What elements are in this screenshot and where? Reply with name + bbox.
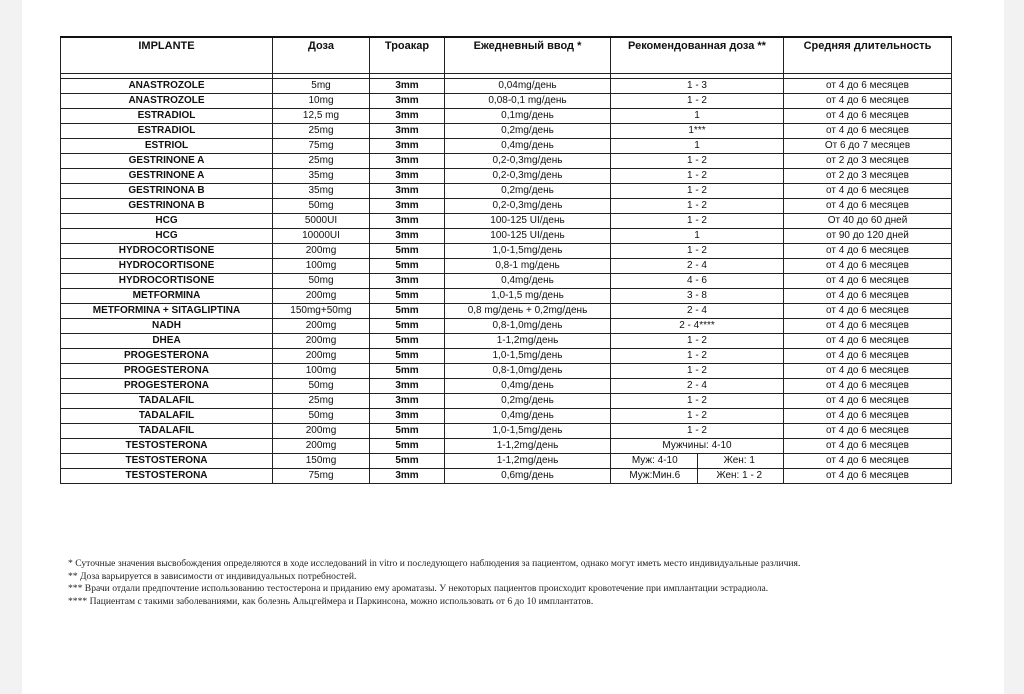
cell-trocar: 5mm [370, 349, 445, 364]
cell-dose: 25mg [273, 394, 370, 409]
cell-trocar: 3mm [370, 214, 445, 229]
cell-implant: HCG [61, 214, 273, 229]
cell-dose: 35mg [273, 169, 370, 184]
cell-recommended [611, 469, 784, 484]
cell-daily: 100-125 UI/день [445, 229, 611, 244]
cell-duration: от 2 до 3 месяцев [784, 154, 952, 169]
cell-dose: 100mg [273, 364, 370, 379]
cell-recommended: 3 - 8 [611, 289, 784, 304]
cell-duration: от 4 до 6 месяцев [784, 469, 952, 484]
cell-dose: 200mg [273, 424, 370, 439]
table-row [61, 259, 952, 274]
cell-implant: DHEA [61, 334, 273, 349]
cell-duration: от 4 до 6 месяцев [784, 334, 952, 349]
cell-trocar: 3mm [370, 394, 445, 409]
table-row [61, 154, 952, 169]
cell-recommended: 1 - 3 [611, 79, 784, 94]
cell-trocar: 3mm [370, 154, 445, 169]
cell-dose: 200mg [273, 289, 370, 304]
cell-trocar: 3mm [370, 184, 445, 199]
cell-duration: от 4 до 6 месяцев [784, 409, 952, 424]
cell-dose: 50mg [273, 409, 370, 424]
cell-implant: GESTRINONA B [61, 184, 273, 199]
table-row [61, 304, 952, 319]
cell-daily: 0,2-0,3mg/день [445, 169, 611, 184]
cell-recommended [611, 454, 784, 469]
cell-implant: PROGESTERONA [61, 349, 273, 364]
cell-dose: 200mg [273, 439, 370, 454]
table-row [61, 469, 952, 484]
cell-dose: 200mg [273, 349, 370, 364]
header-implant: IMPLANTE [61, 37, 273, 74]
cell-implant: HYDROCORTISONE [61, 259, 273, 274]
table-row [61, 319, 952, 334]
cell-dose: 5000UI [273, 214, 370, 229]
table-row [61, 79, 952, 94]
cell-duration: от 4 до 6 месяцев [784, 304, 952, 319]
table-row [61, 334, 952, 349]
cell-daily: 1-1,2mg/день [445, 454, 611, 469]
cell-daily: 0,6mg/день [445, 469, 611, 484]
cell-dose: 10000UI [273, 229, 370, 244]
cell-daily: 0,8-1,0mg/день [445, 319, 611, 334]
cell-trocar: 3mm [370, 379, 445, 394]
cell-duration: От 40 до 60 дней [784, 214, 952, 229]
cell-daily: 0,8 mg/день + 0,2mg/день [445, 304, 611, 319]
footnote-3: *** Врачи отдали предпочтение использованию тестостерона и приданию ему ароматазы. У некоторых пациентов происходит кровотечение при имплантации эстрадиола. [68, 583, 769, 594]
cell-daily: 1-1,2mg/день [445, 439, 611, 454]
cell-implant: TADALAFIL [61, 424, 273, 439]
cell-trocar: 3mm [370, 79, 445, 94]
cell-duration: от 2 до 3 месяцев [784, 169, 952, 184]
cell-recommended: 1 [611, 229, 784, 244]
cell-duration: от 4 до 6 месяцев [784, 274, 952, 289]
cell-implant: ESTRADIOL [61, 124, 273, 139]
cell-dose: 150mg [273, 454, 370, 469]
cell-daily: 1-1,2mg/день [445, 334, 611, 349]
table-row [61, 124, 952, 139]
cell-recommended-women: Жен: 1 - 2 [697, 469, 782, 483]
cell-implant: METFORMINA + SITAGLIPTINA [61, 304, 273, 319]
cell-trocar: 5mm [370, 334, 445, 349]
cell-daily: 0,1mg/день [445, 109, 611, 124]
table-row [61, 379, 952, 394]
cell-daily: 1,0-1,5mg/день [445, 349, 611, 364]
cell-daily: 1,0-1,5mg/день [445, 424, 611, 439]
table-row [61, 364, 952, 379]
cell-recommended: 1 - 2 [611, 214, 784, 229]
cell-trocar: 5mm [370, 304, 445, 319]
cell-recommended: 1 - 2 [611, 334, 784, 349]
cell-duration: от 4 до 6 месяцев [784, 319, 952, 334]
cell-implant: TESTOSTERONA [61, 469, 273, 484]
cell-recommended-women: Жен: 1 [697, 454, 782, 468]
cell-recommended: 1 - 2 [611, 184, 784, 199]
cell-duration: от 4 до 6 месяцев [784, 199, 952, 214]
footnote-1: * Суточные значения высвобождения определяются в ходе исследований in vitro и последующего наблюдения за пациентом, однако могут иметь место индивидуальные различия. [68, 558, 801, 569]
cell-recommended: Мужчины: 4-10 [611, 439, 784, 454]
cell-daily: 0,04mg/день [445, 79, 611, 94]
header-row [61, 37, 952, 74]
cell-dose: 50mg [273, 379, 370, 394]
table-row [61, 244, 952, 259]
table-row [61, 274, 952, 289]
cell-trocar: 3mm [370, 274, 445, 289]
cell-implant: METFORMINA [61, 289, 273, 304]
cell-duration: от 4 до 6 месяцев [784, 439, 952, 454]
cell-implant: GESTRINONE A [61, 169, 273, 184]
cell-duration: от 4 до 6 месяцев [784, 379, 952, 394]
table-row [61, 139, 952, 154]
cell-trocar: 3mm [370, 169, 445, 184]
cell-recommended: 1 - 2 [611, 169, 784, 184]
cell-trocar: 3mm [370, 94, 445, 109]
cell-duration: от 4 до 6 месяцев [784, 364, 952, 379]
cell-implant: HCG [61, 229, 273, 244]
cell-implant: HYDROCORTISONE [61, 274, 273, 289]
cell-dose: 35mg [273, 184, 370, 199]
cell-recommended: 4 - 6 [611, 274, 784, 289]
cell-daily: 0,2mg/день [445, 124, 611, 139]
cell-duration: от 4 до 6 месяцев [784, 454, 952, 469]
cell-trocar: 5mm [370, 439, 445, 454]
table-row [61, 439, 952, 454]
cell-duration: от 4 до 6 месяцев [784, 94, 952, 109]
cell-trocar: 5mm [370, 364, 445, 379]
cell-implant: PROGESTERONA [61, 379, 273, 394]
cell-implant: GESTRINONE A [61, 154, 273, 169]
table-row [61, 94, 952, 109]
table-body [61, 74, 952, 484]
cell-daily: 0,4mg/день [445, 379, 611, 394]
cell-implant: ANASTROZOLE [61, 94, 273, 109]
cell-trocar: 3mm [370, 229, 445, 244]
cell-recommended: 2 - 4**** [611, 319, 784, 334]
cell-implant: ESTRADIOL [61, 109, 273, 124]
footnote-4: **** Пациентам с такими заболеваниями, как болезнь Альцгеймера и Паркинсона, можно использовать от 6 до 10 имплантатов. [68, 595, 594, 607]
cell-daily: 1,0-1,5 mg/день [445, 289, 611, 304]
cell-duration: От 6 до 7 месяцев [784, 139, 952, 154]
document-page [22, 0, 1004, 694]
cell-duration: от 90 до 120 дней [784, 229, 952, 244]
cell-recommended: 1 - 2 [611, 409, 784, 424]
table-row [61, 394, 952, 409]
cell-dose: 5mg [273, 79, 370, 94]
footnotes [68, 558, 988, 608]
cell-trocar: 5mm [370, 319, 445, 334]
cell-duration: от 4 до 6 месяцев [784, 79, 952, 94]
table-row [61, 289, 952, 304]
cell-implant: ESTRIOL [61, 139, 273, 154]
header-daily: Ежедневный ввод * [445, 37, 611, 74]
table-row [61, 184, 952, 199]
cell-recommended: 1 - 2 [611, 349, 784, 364]
cell-recommended: 1*** [611, 124, 784, 139]
cell-recommended: 1 - 2 [611, 94, 784, 109]
cell-implant: TADALAFIL [61, 394, 273, 409]
cell-daily: 0,08-0,1 mg/день [445, 94, 611, 109]
cell-daily: 1,0-1,5mg/день [445, 244, 611, 259]
table-row [61, 454, 952, 469]
cell-dose: 200mg [273, 319, 370, 334]
cell-dose: 50mg [273, 274, 370, 289]
cell-trocar: 3mm [370, 409, 445, 424]
cell-duration: от 4 до 6 месяцев [784, 184, 952, 199]
cell-duration: от 4 до 6 месяцев [784, 109, 952, 124]
cell-implant: TESTOSTERONA [61, 439, 273, 454]
cell-dose: 150mg+50mg [273, 304, 370, 319]
cell-daily: 0,2mg/день [445, 184, 611, 199]
footnote-2: ** Доза варьируется в зависимости от индивидуальных потребностей. [68, 570, 357, 582]
header-trocar: Троакар [370, 37, 445, 74]
table-row [61, 109, 952, 124]
cell-recommended: 1 - 2 [611, 244, 784, 259]
table-row [61, 169, 952, 184]
cell-trocar: 3mm [370, 199, 445, 214]
table-row [61, 214, 952, 229]
cell-daily: 0,4mg/день [445, 139, 611, 154]
cell-recommended-men: Муж: 4-10 [631, 455, 678, 466]
cell-recommended: 1 [611, 139, 784, 154]
cell-dose: 200mg [273, 334, 370, 349]
cell-implant: ANASTROZOLE [61, 79, 273, 94]
cell-recommended: 1 - 2 [611, 394, 784, 409]
cell-trocar: 5mm [370, 289, 445, 304]
cell-daily: 0,2-0,3mg/день [445, 154, 611, 169]
table-row [61, 409, 952, 424]
cell-implant: GESTRINONA B [61, 199, 273, 214]
table-row [61, 349, 952, 364]
header-recommended: Рекомендованная доза ** [611, 37, 784, 74]
cell-recommended: 2 - 4 [611, 259, 784, 274]
cell-dose: 75mg [273, 469, 370, 484]
cell-daily: 0,4mg/день [445, 274, 611, 289]
cell-implant: NADH [61, 319, 273, 334]
cell-dose: 50mg [273, 199, 370, 214]
cell-dose: 12,5 mg [273, 109, 370, 124]
cell-recommended: 1 - 2 [611, 424, 784, 439]
cell-duration: от 4 до 6 месяцев [784, 244, 952, 259]
cell-trocar: 5mm [370, 454, 445, 469]
cell-duration: от 4 до 6 месяцев [784, 349, 952, 364]
cell-recommended: 2 - 4 [611, 379, 784, 394]
cell-duration: от 4 до 6 месяцев [784, 289, 952, 304]
cell-dose: 25mg [273, 124, 370, 139]
cell-recommended: 1 - 2 [611, 154, 784, 169]
cell-trocar: 3mm [370, 124, 445, 139]
cell-daily: 0,4mg/день [445, 409, 611, 424]
cell-trocar: 5mm [370, 424, 445, 439]
cell-implant: TESTOSTERONA [61, 454, 273, 469]
cell-trocar: 3mm [370, 469, 445, 484]
implant-table [60, 36, 952, 484]
cell-dose: 75mg [273, 139, 370, 154]
cell-recommended-men: Муж:Мин.6 [629, 470, 681, 481]
cell-implant: PROGESTERONA [61, 364, 273, 379]
cell-dose: 25mg [273, 154, 370, 169]
cell-duration: от 4 до 6 месяцев [784, 259, 952, 274]
header-duration: Средняя длительность [784, 37, 952, 74]
table-row [61, 229, 952, 244]
cell-trocar: 3mm [370, 109, 445, 124]
table-row [61, 424, 952, 439]
cell-duration: от 4 до 6 месяцев [784, 424, 952, 439]
cell-daily: 0,8-1 mg/день [445, 259, 611, 274]
cell-duration: от 4 до 6 месяцев [784, 124, 952, 139]
cell-implant: TADALAFIL [61, 409, 273, 424]
cell-recommended: 2 - 4 [611, 304, 784, 319]
cell-recommended: 1 - 2 [611, 199, 784, 214]
cell-daily: 100-125 UI/день [445, 214, 611, 229]
cell-daily: 0,2mg/день [445, 394, 611, 409]
cell-trocar: 5mm [370, 259, 445, 274]
cell-daily: 0,8-1,0mg/день [445, 364, 611, 379]
cell-recommended: 1 [611, 109, 784, 124]
cell-dose: 100mg [273, 259, 370, 274]
cell-trocar: 5mm [370, 244, 445, 259]
cell-recommended: 1 - 2 [611, 364, 784, 379]
table-row [61, 199, 952, 214]
cell-daily: 0,2-0,3mg/день [445, 199, 611, 214]
cell-duration: от 4 до 6 месяцев [784, 394, 952, 409]
header-dose: Доза [273, 37, 370, 74]
cell-dose: 200mg [273, 244, 370, 259]
cell-dose: 10mg [273, 94, 370, 109]
cell-trocar: 3mm [370, 139, 445, 154]
cell-implant: HYDROCORTISONE [61, 244, 273, 259]
